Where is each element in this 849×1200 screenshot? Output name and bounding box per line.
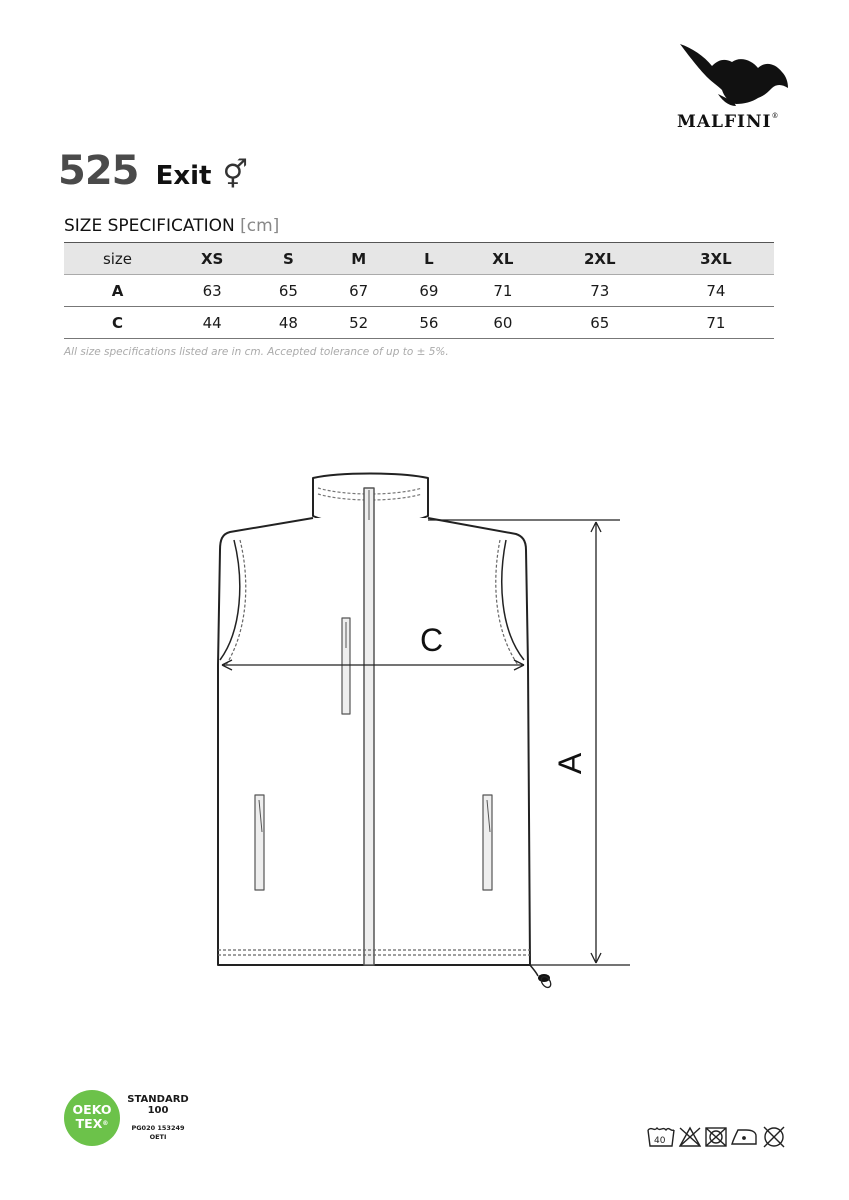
product-code: 525 [58,148,139,194]
column-header: M [351,249,367,268]
dimension-a-label: A [552,752,589,775]
wash-temp-label: 40 [654,1136,666,1146]
certificate-institute: OETI [149,1133,167,1141]
no-tumble-dry-icon [706,1128,726,1146]
column-header: size [102,249,133,268]
size-table [64,242,774,339]
column-header: 2XL [583,249,616,268]
table-cell: 65 [278,281,298,300]
product-name: Exit [155,161,212,191]
table-cell: 52 [349,313,369,332]
brand-logo [672,42,802,134]
vest-diagram [200,460,650,1000]
column-header: XL [492,249,514,268]
no-dry-clean-icon [764,1127,784,1147]
table-cell: 71 [493,281,513,300]
table-cell: 67 [349,281,369,300]
column-header: XS [200,249,224,268]
column-header: 3XL [700,249,732,268]
brand-name: MALFINI® [677,112,780,132]
table-cell: 63 [202,281,222,300]
no-bleach-icon [680,1128,700,1146]
dimension-c-label: C [420,622,444,658]
center-zipper [364,488,374,965]
unisex-icon: ⚥ [222,158,248,191]
product-title [58,148,248,194]
column-header: L [424,249,434,268]
standard-100-label: STANDARD 100 PG020 153249 OETI [127,1094,189,1141]
table-cell: 71 [706,313,726,332]
certificate-code: PG020 153249 [131,1124,185,1132]
tolerance-note: All size specifications listed are in cm. Accepted tolerance of up to ± 5%. [64,346,449,358]
eagle-icon [678,42,790,108]
size-spec-heading: SIZE SPECIFICATION [cm] [64,216,280,236]
table-row [64,275,774,307]
table-row [64,307,774,339]
table-cell: 74 [706,281,726,300]
table-cell: 69 [419,281,439,300]
column-header: S [283,249,294,268]
care-symbols [646,1124,800,1150]
row-label: C [112,313,124,332]
table-cell: 65 [590,313,610,332]
low-iron-icon [732,1130,756,1144]
table-cell: 73 [590,281,610,300]
table-header-row [64,243,774,275]
table-cell: 60 [493,313,513,332]
wash-40-icon [648,1128,674,1146]
row-label: A [111,281,124,300]
table-cell: 56 [419,313,439,332]
table-cell: 44 [202,313,222,332]
table-cell: 48 [278,313,298,332]
oeko-tex-badge: OEKO TEX® [64,1090,120,1146]
